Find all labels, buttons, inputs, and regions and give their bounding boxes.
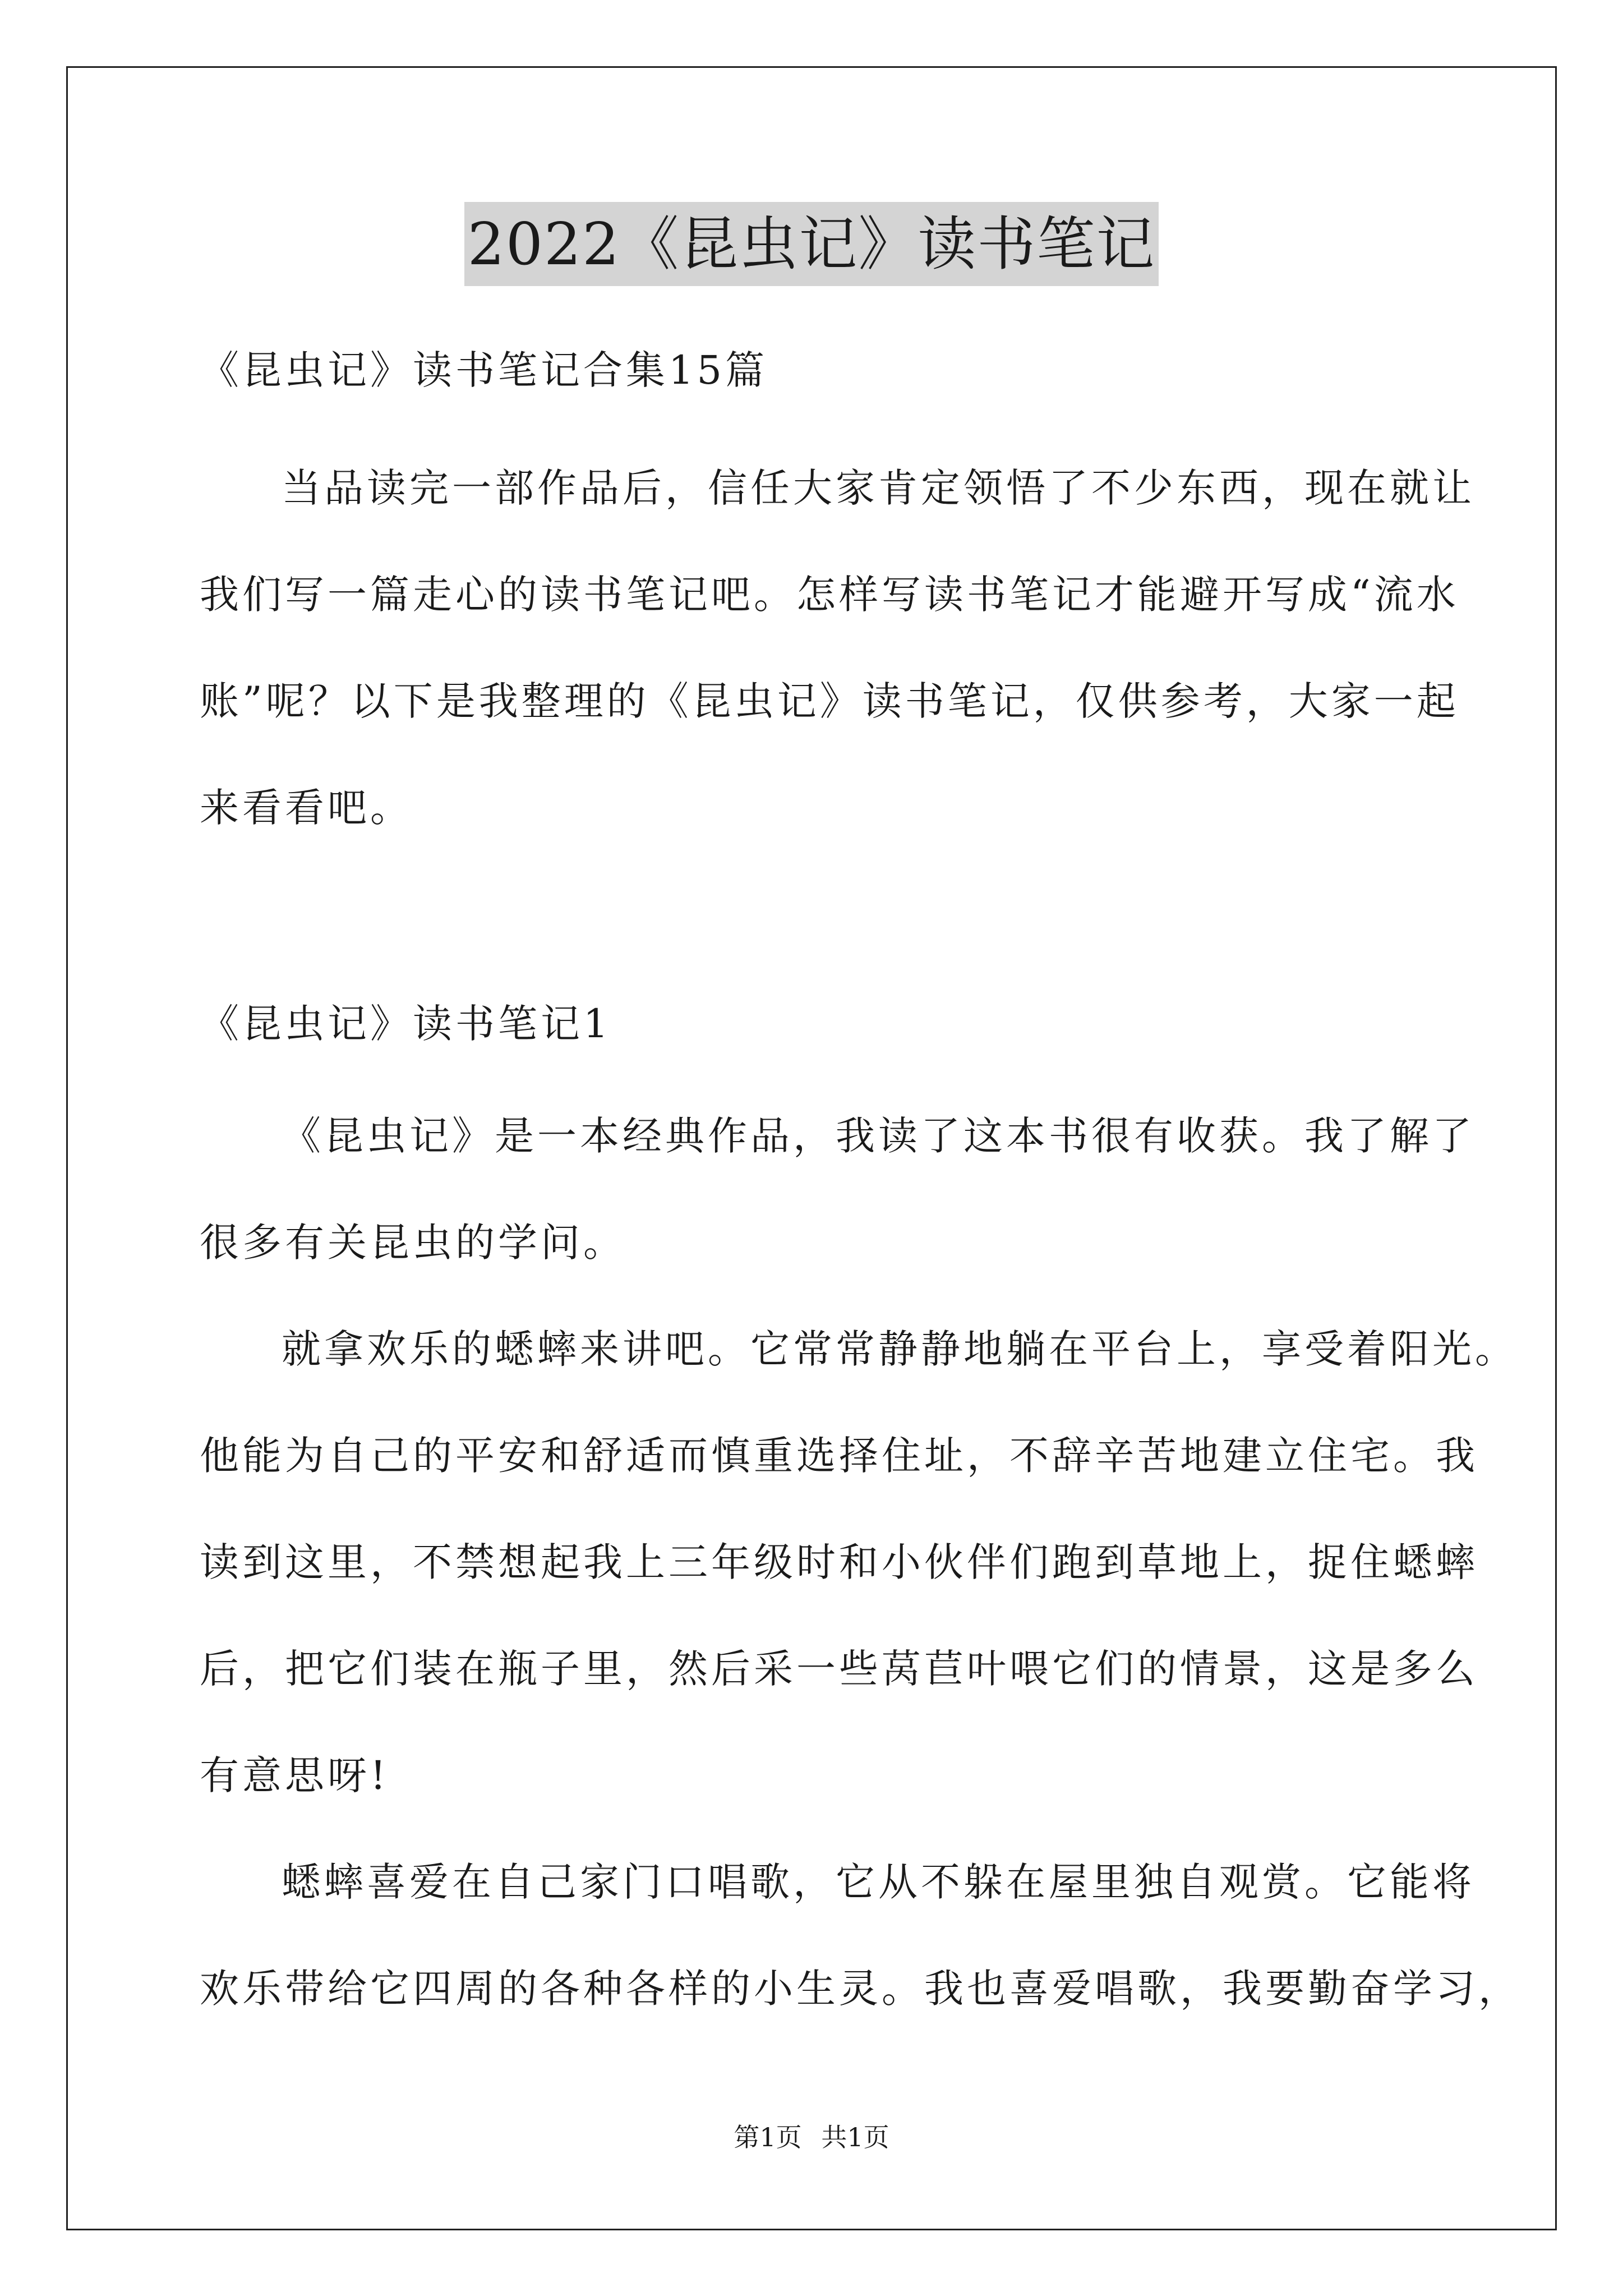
paragraph-line: 蟋蟀喜爱在自己家门口唱歌，它从不躲在屋里独自观赏。它能将 <box>282 1859 1475 1905</box>
paragraph-line: 《昆虫记》是一本经典作品，我读了这本书很有收获。我了解了 <box>282 1113 1475 1159</box>
page-total: 共1页 <box>821 2122 889 2152</box>
paragraph-line: 他能为自己的平安和舒适而慎重选择住址，不辞辛苦地建立住宅。我 <box>200 1433 1478 1479</box>
document-title: 2022《昆虫记》读书笔记 <box>464 202 1159 286</box>
intro-line: 我们写一篇走心的读书笔记吧。怎样写读书笔记才能避开写成“流水 <box>200 572 1459 618</box>
paragraph-line: 后，把它们装在瓶子里，然后采一些莴苣叶喂它们的情景，这是多么 <box>200 1646 1478 1692</box>
page-footer <box>0 2120 1623 2154</box>
page-number: 第1页 <box>734 2122 802 2152</box>
title-wrap <box>0 202 1623 286</box>
paragraph-line: 读到这里，不禁想起我上三年级时和小伙伴们跑到草地上，捉住蟋蟀 <box>200 1539 1478 1585</box>
intro-line: 账”呢？以下是我整理的《昆虫记》读书笔记，仅供参考，大家一起 <box>200 678 1459 724</box>
intro-line: 来看看吧。 <box>200 785 413 831</box>
paragraph-line: 就拿欢乐的蟋蟀来讲吧。它常常静静地躺在平台上，享受着阳光。 <box>282 1326 1518 1372</box>
paragraph-line: 很多有关昆虫的学问。 <box>200 1220 626 1266</box>
paragraph-line: 欢乐带给它四周的各种各样的小生灵。我也喜爱唱歌，我要勤奋学习， <box>200 1966 1521 2012</box>
section-heading: 《昆虫记》读书笔记1 <box>200 1001 612 1047</box>
intro-line: 当品读完一部作品后，信任大家肯定领悟了不少东西，现在就让 <box>282 465 1475 511</box>
subtitle: 《昆虫记》读书笔记合集15篇 <box>200 347 768 393</box>
paragraph-line: 有意思呀! <box>200 1752 390 1798</box>
